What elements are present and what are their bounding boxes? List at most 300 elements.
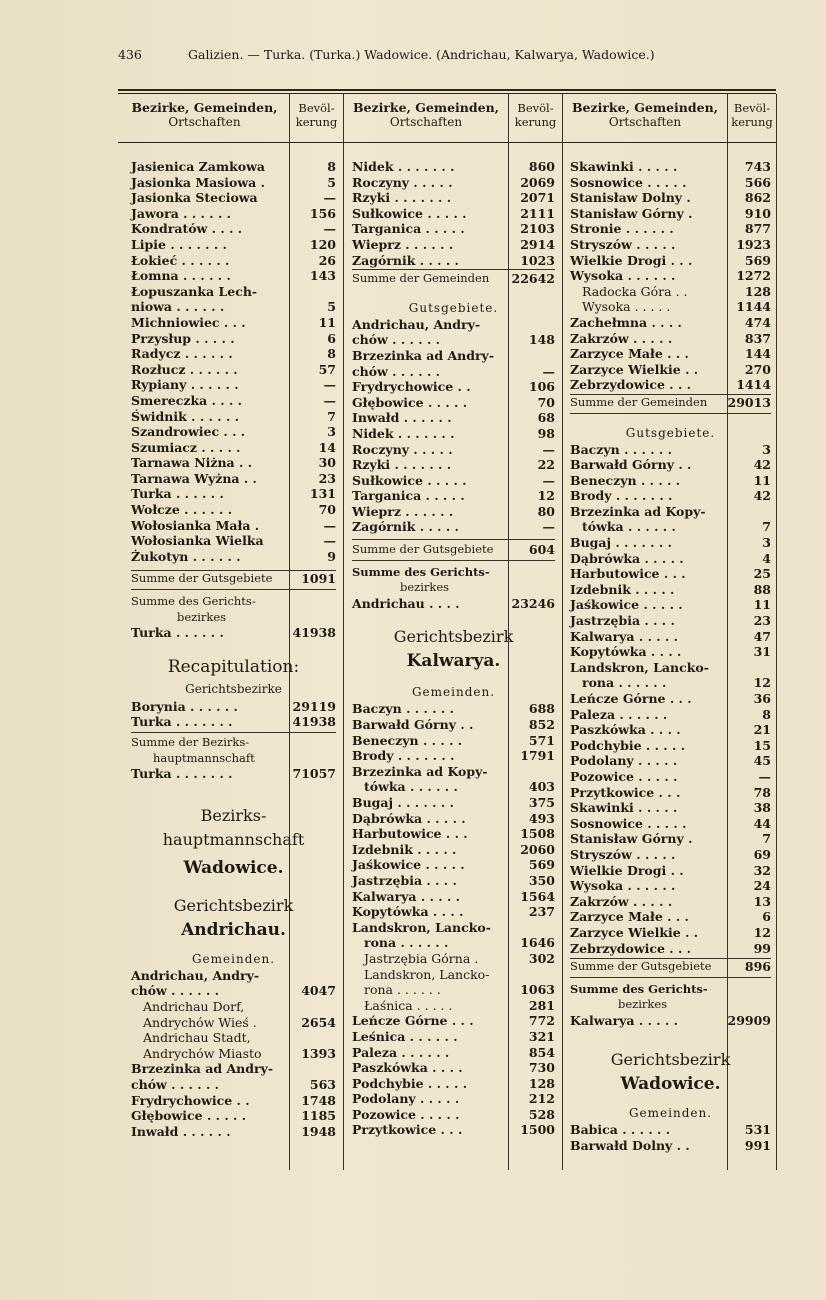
table-row [352, 348, 555, 364]
header-rule [118, 142, 776, 143]
place-name: Kalwarya . . . . . [570, 628, 679, 644]
divider [562, 94, 563, 1170]
place-name: Targanica . . . . . [352, 488, 465, 504]
place-name: Radocka Góra . . [582, 283, 688, 299]
population-value: 730 [528, 1060, 555, 1076]
population-value: 571 [528, 732, 555, 748]
population-value: 991 [744, 1138, 771, 1154]
place-name: Wołosianka Wielka [131, 533, 264, 549]
rule [570, 977, 771, 978]
population-value: — [323, 221, 336, 237]
table-row [352, 410, 555, 426]
place-name: Targanica . . . . . [352, 221, 465, 237]
place-name: Wysoka . . . . . . [570, 268, 676, 284]
column-1 [131, 159, 336, 1139]
table-row [352, 935, 555, 951]
population-value: 42 [753, 488, 771, 504]
population-value: — [758, 768, 771, 784]
place-name: Paszkówka . . . . [570, 722, 681, 738]
table-row [570, 331, 771, 347]
table-row [570, 221, 771, 237]
column-2 [352, 159, 555, 1138]
table-row [570, 629, 771, 645]
table-row [570, 190, 771, 206]
table-row [352, 426, 555, 442]
population-value: 2071 [520, 190, 555, 206]
population-value: 14 [318, 439, 336, 455]
table-row [131, 549, 336, 565]
population-value: 30 [318, 455, 336, 471]
population-value: 1948 [301, 1123, 336, 1139]
population-value: 11 [753, 472, 771, 488]
table-row [570, 785, 771, 801]
place-name: Barwałd Dolny . . [570, 1138, 690, 1154]
population-value: 45 [753, 753, 771, 769]
table-row [570, 442, 771, 458]
place-name: Brzezinka ad Andry- [131, 1061, 274, 1077]
population-value: 69 [753, 846, 771, 862]
table-row [352, 1060, 555, 1076]
table-row [570, 535, 771, 551]
place-name: Andrichau Stadt, [143, 1030, 251, 1046]
place-name: chów . . . . . . [131, 1076, 220, 1092]
place-name: Dąbrówka . . . . . [570, 550, 684, 566]
top-rule [118, 89, 776, 91]
table-row [352, 733, 555, 749]
table-row [352, 857, 555, 873]
population-value: 120 [309, 236, 336, 252]
place-name: Smereczka . . . . [131, 392, 243, 408]
population-value: 1791 [520, 748, 555, 764]
place-name: Podolany . . . . . [352, 1091, 460, 1107]
population-value: 106 [528, 379, 555, 395]
population-value: 1564 [520, 888, 555, 904]
population-value: 1185 [301, 1108, 336, 1124]
sum-gerichtsbezirk-label: Summe des Gerichts- bezirkes [131, 594, 256, 624]
place-name: Jastrzębia . . . . [570, 613, 675, 629]
place-name: Tarnawa Wyżna . . [131, 470, 257, 486]
table-row [352, 1076, 555, 1092]
population-value: 22 [537, 457, 555, 473]
place-name: Szumiacz . . . . . [131, 439, 241, 455]
table-row [131, 284, 336, 300]
place-name: Landskron, Lancko- [570, 659, 709, 675]
population-value: 493 [528, 810, 555, 826]
table-row [131, 206, 336, 222]
place-name: rona . . . . . . [364, 982, 441, 998]
divider [776, 94, 777, 1170]
place-name: Stryszów . . . . . [570, 846, 676, 862]
table-row [570, 299, 771, 315]
place-name: Nidek . . . . . . . [352, 159, 455, 174]
table-row [570, 847, 771, 863]
table-row [131, 471, 336, 487]
rule [570, 413, 771, 414]
place-name: Leśnica . . . . . . [352, 1028, 458, 1044]
place-name: Podolany . . . . . [570, 753, 678, 769]
place-name: Przytkowice . . . [570, 784, 681, 800]
population-value: 11 [753, 597, 771, 613]
population-value: 44 [753, 815, 771, 831]
table-row [131, 409, 336, 425]
place-name: rona . . . . . . [582, 675, 667, 691]
table-row [570, 707, 771, 723]
place-name: Brody . . . . . . . [352, 748, 455, 764]
table-row [352, 779, 555, 795]
table-row [570, 473, 771, 489]
table-row [131, 1030, 336, 1046]
place-name: Stronie . . . . . . [570, 221, 674, 237]
population-value: 36 [753, 691, 771, 706]
column-header-pop-1: Bevöl- kerung [295, 101, 338, 129]
gemeinden-heading: Gemeinden. [191, 951, 276, 966]
column-3 [570, 159, 771, 1154]
table-row [352, 442, 555, 458]
population-value: 2914 [520, 236, 555, 252]
table-row [131, 486, 336, 502]
population-value: — [542, 441, 555, 457]
place-name: Zagórnik . . . . . [352, 519, 459, 535]
place-name: Rozłucz . . . . . . [131, 361, 238, 377]
population-value: 4 [762, 550, 771, 566]
population-value: 144 [744, 346, 771, 362]
table-row [352, 175, 555, 191]
table-row [131, 502, 336, 518]
population-value: 531 [744, 1122, 771, 1138]
place-name: chów . . . . . . [352, 363, 441, 379]
population-value: 1508 [520, 826, 555, 842]
population-value: 375 [528, 795, 555, 810]
place-name: Zarzyce Małe . . . [570, 909, 689, 925]
table-row [352, 951, 555, 967]
population-value: — [323, 377, 336, 393]
table-row [570, 644, 771, 660]
place-name: Zakrzów . . . . . [570, 330, 673, 346]
population-value: 3 [327, 424, 336, 440]
sum-gerichtsbezirk-label: Summe des Gerichts- bezirkes [570, 981, 708, 1012]
place-name: Dąbrówka . . . . . [352, 810, 466, 826]
population-value: 1023 [520, 252, 555, 268]
table-row [352, 748, 555, 764]
table-row [570, 253, 771, 269]
table-row [131, 393, 336, 409]
page-number: 436 [118, 47, 142, 62]
population-value: 5 [327, 174, 336, 190]
place-name: Zebrzydowice . . . [570, 940, 692, 956]
population-value: 1144 [736, 299, 771, 315]
place-name: Turka . . . . . . [131, 486, 224, 502]
population-value: 7 [327, 408, 336, 424]
table-row [352, 379, 555, 395]
table-row [570, 175, 771, 191]
table-row [352, 701, 555, 717]
place-name: Stryszów . . . . . [570, 236, 676, 252]
population-value: — [542, 519, 555, 535]
population-value: 237 [528, 904, 555, 920]
table-row [352, 1091, 555, 1107]
table-row [352, 998, 555, 1014]
population-value: — [323, 533, 336, 549]
rule [131, 589, 336, 590]
place-name: Baczyn . . . . . . [352, 701, 454, 717]
table-row [131, 1093, 336, 1109]
turka-total-row: Turka . . . . . . 41938 [131, 625, 336, 641]
table-row [570, 941, 771, 957]
bezirkshauptmannschaft-sum-label: Summe der Bezirks- hauptmannschaft [131, 735, 255, 765]
place-name: Łomna . . . . . . [131, 268, 231, 284]
population-value: 23 [318, 470, 336, 486]
table-row [131, 1108, 336, 1124]
table-row [352, 488, 555, 504]
section-heading: Kalwarya. [406, 651, 501, 672]
table-row [352, 473, 555, 489]
place-name: Andrychów Wieś . [143, 1014, 257, 1030]
place-name: Andrichau, Andry- [352, 316, 481, 332]
table-row [570, 362, 771, 378]
place-name: Podchybie . . . . . [570, 737, 686, 753]
place-name: Zebrzydowice . . . [570, 377, 692, 393]
population-value: 688 [528, 701, 555, 717]
population-value: 32 [753, 862, 771, 878]
andrichau-total-row: Andrichau . . . . 23246 [352, 595, 555, 611]
place-name: Leńcze Górne . . . [352, 1013, 474, 1029]
place-name: Paleza . . . . . . [352, 1044, 450, 1060]
place-name: Andrichau Dorf, [143, 998, 245, 1014]
table-row [352, 1107, 555, 1123]
population-value: 281 [528, 997, 555, 1013]
table-row [352, 364, 555, 380]
table-row [352, 190, 555, 206]
table-row [352, 332, 555, 348]
place-name: Bugaj . . . . . . . [352, 795, 454, 810]
population-value: 41938 [292, 714, 336, 730]
rule [352, 539, 555, 540]
population-value: 3 [762, 441, 771, 457]
population-value: 8 [762, 706, 771, 722]
population-value: 837 [744, 330, 771, 346]
table-row [352, 159, 555, 175]
table-row [352, 253, 555, 269]
population-value: 21 [753, 722, 771, 738]
place-name: Andrichau, Andry- [131, 967, 260, 983]
population-value: 143 [309, 268, 336, 284]
place-name: Kondratów . . . . [131, 221, 243, 237]
table-row [570, 691, 771, 707]
table-row [352, 795, 555, 811]
place-name: Wysoka . . . . . [582, 299, 671, 315]
place-name: chów . . . . . . [352, 332, 441, 348]
place-name: Podchybie . . . . . [352, 1075, 468, 1091]
table-row [570, 1138, 771, 1154]
population-value: 321 [528, 1028, 555, 1044]
table-row [131, 221, 336, 237]
population-value: 13 [753, 893, 771, 909]
table-row [570, 613, 771, 629]
place-name: Bugaj . . . . . . . [570, 535, 672, 551]
population-value: 1393 [301, 1045, 336, 1061]
rule [131, 732, 336, 733]
place-name: Świdnik . . . . . . [131, 408, 239, 424]
population-value: 99 [753, 940, 771, 956]
table-row [131, 1077, 336, 1093]
section-heading: hauptmannschaft [162, 829, 305, 849]
table-row [570, 722, 771, 738]
population-value: 25 [753, 566, 771, 582]
table-row [131, 1124, 336, 1140]
kalwarya-total-row: Kalwarya . . . . . 29909 [570, 1012, 771, 1028]
place-name: Harbutowice . . . [352, 826, 468, 842]
column-header-names-2: Bezirke, Gemeinden, Ortschaften [352, 100, 500, 129]
place-name: Zagórnik . . . . . [352, 252, 459, 268]
place-name: niowa . . . . . . [131, 299, 225, 315]
table-row [570, 237, 771, 253]
place-name: Żukotyn . . . . . . [131, 548, 241, 564]
place-name: Zakrzów . . . . . [570, 893, 673, 909]
table-row [570, 894, 771, 910]
place-name: Borynia . . . . . . [131, 698, 238, 714]
population-value: 569 [744, 252, 771, 268]
table-row [570, 753, 771, 769]
divider [343, 94, 344, 1170]
population-value: 6 [327, 330, 336, 346]
table-row [570, 800, 771, 816]
table-row [131, 346, 336, 362]
table-row [570, 925, 771, 941]
table-row [131, 237, 336, 253]
table-row [570, 863, 771, 879]
place-name: Jasionka Steciowa [131, 190, 258, 206]
population-value: 12 [537, 488, 555, 504]
population-value: 156 [309, 205, 336, 221]
place-name: Sułkowice . . . . . [352, 472, 467, 488]
population-value: — [542, 363, 555, 379]
place-name: Tarnawa Niżna . . [131, 455, 253, 471]
population-value: 57 [318, 361, 336, 377]
table-row [352, 395, 555, 411]
table-row [352, 982, 555, 998]
place-name: Harbutowice . . . [570, 566, 686, 582]
population-value: 12 [753, 924, 771, 940]
table-row [570, 206, 771, 222]
population-value: 26 [318, 252, 336, 268]
population-value: 302 [528, 950, 555, 966]
place-name: Paszkówka . . . . [352, 1060, 463, 1076]
population-value: 270 [744, 361, 771, 377]
place-name: Kopytówka . . . . [570, 644, 682, 660]
gutsgebiete-heading: Gutsgebiete. [625, 425, 716, 440]
place-name: Barwałd Górny . . [570, 457, 692, 473]
population-value: 1414 [736, 377, 771, 393]
population-value: 80 [537, 503, 555, 519]
table-row [570, 284, 771, 300]
place-name: Kalwarya . . . . . [352, 888, 461, 904]
place-name: Rzyki . . . . . . . [352, 457, 452, 473]
population-value: 31 [753, 644, 771, 660]
population-value: 128 [744, 283, 771, 299]
place-name: Wysoka . . . . . . [570, 878, 676, 894]
population-value: 2111 [520, 205, 555, 221]
population-value: 528 [528, 1106, 555, 1122]
place-name: Michniowiec . . . [131, 314, 246, 330]
place-name: Leńcze Górne . . . [570, 691, 692, 706]
table-row [352, 317, 555, 333]
population-value: 12 [753, 675, 771, 691]
population-value: 38 [753, 800, 771, 816]
place-name: Kopytówka . . . . [352, 904, 464, 920]
table-row [131, 968, 336, 984]
table-row [131, 331, 336, 347]
table-row [131, 714, 336, 730]
place-name: Andrychów Miasto [143, 1045, 262, 1061]
population-value: 98 [537, 425, 555, 441]
population-value: 7 [762, 831, 771, 847]
place-name: Głębowice . . . . . [352, 394, 468, 410]
place-name: Roczyny . . . . . [352, 441, 453, 457]
population-value: — [323, 190, 336, 206]
place-name: Beneczyn . . . . . [352, 732, 463, 748]
table-row [131, 999, 336, 1015]
section-heading: Bezirks- [200, 805, 267, 825]
table-row [131, 518, 336, 534]
place-name: Brzezinka ad Andry- [352, 347, 495, 363]
place-name: Stanisław Górny . [570, 205, 693, 221]
population-value: 743 [744, 159, 771, 174]
population-value: 2060 [520, 841, 555, 857]
table-row [131, 1015, 336, 1031]
place-name: Frydrychowice . . [131, 1092, 250, 1108]
population-value: 474 [744, 314, 771, 330]
place-name: Stanisław Górny . [570, 831, 693, 847]
population-value: 15 [753, 737, 771, 753]
place-name: Sosnowice . . . . . [570, 815, 687, 831]
place-name: Izdebnik . . . . . [352, 841, 457, 857]
table-row [570, 315, 771, 331]
place-name: Pozowice . . . . . [570, 768, 678, 784]
place-name: Landskron, Lancko- [364, 966, 490, 982]
place-name: Inwałd . . . . . . [131, 1123, 231, 1139]
population-value: 3 [762, 535, 771, 551]
table-row [570, 1122, 771, 1138]
population-value: 1500 [520, 1122, 555, 1138]
place-name: Jawora . . . . . . [131, 205, 232, 221]
population-value: 11 [318, 314, 336, 330]
table-row [131, 299, 336, 315]
table-row [352, 1122, 555, 1138]
population-value: 7 [762, 519, 771, 535]
population-value: 350 [528, 872, 555, 888]
population-value: 1272 [736, 268, 771, 284]
table-row [352, 717, 555, 733]
place-name: Rypiany . . . . . . [131, 377, 239, 393]
place-name: Łopuszanka Lech- [131, 283, 258, 299]
section-heading: Gerichtsbezirk [173, 895, 294, 915]
place-name: Rzyki . . . . . . . [352, 190, 452, 206]
population-value: 70 [318, 502, 336, 518]
table-row [352, 842, 555, 858]
population-value: 852 [528, 717, 555, 733]
table-row [352, 457, 555, 473]
place-name: Babica . . . . . . [570, 1122, 671, 1138]
table-row [131, 1046, 336, 1062]
population-value: 29119 [292, 698, 336, 714]
place-name: Inwałd . . . . . . [352, 410, 452, 426]
table-row [131, 268, 336, 284]
table-row [570, 551, 771, 567]
table-row [570, 878, 771, 894]
table-row [352, 811, 555, 827]
population-value: 78 [753, 784, 771, 800]
place-name: Radycz . . . . . . [131, 346, 233, 362]
